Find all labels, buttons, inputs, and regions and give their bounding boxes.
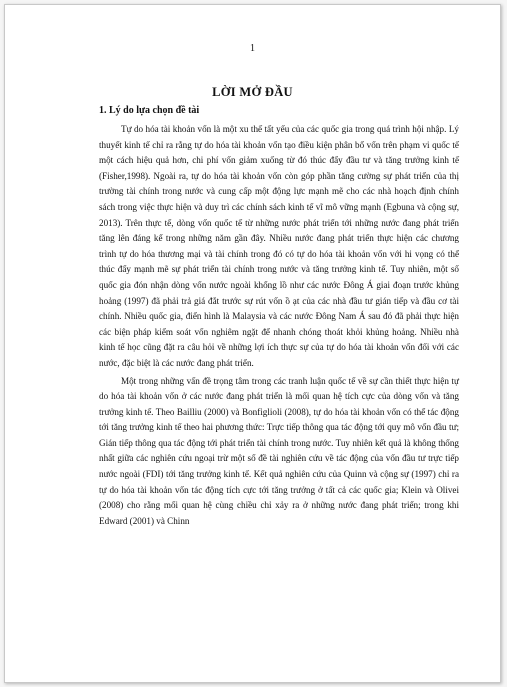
section-heading: 1. Lý do lựa chọn đề tài (99, 105, 200, 116)
page-number: 1 (250, 43, 255, 54)
page-title: LỜI MỞ ĐẦU (212, 85, 293, 99)
paragraph: Tự do hóa tài khoản vốn là một xu thế tất yếu của các quốc gia trong quá trình hội nhập. Lý thuyết kinh tế chỉ ra rằng tự do hóa tài khoản vốn tạo điều kiện phân bổ vốn trên phạm vi quốc tế một cách hiệu quả hơn, chi phí vốn giảm xuống từ đó thúc đẩy đầu tư và tăng trưởng kinh tế (Fisher,1998). Ngoài ra, tự do hóa tài khoản vốn còn góp phần tăng cường sự phát triển của thị trường tài chính trong nước và cung cấp một động lực mạnh mẽ cho các nhà hoạch định chính sách trong việc thực hiện và duy trì các chính sách kinh tế vĩ mô vững mạnh (Egbuna và cộng sự, 2013). Trên thực tế, dòng vốn quốc tế từ những nước phát triển tới những nước đang phát triển tăng lên đáng kể trong những năm gần đây. Nhiều nước đang phát triển thực hiện các chương trình tự do hóa thương mại và tài chính trong đó có tự do hóa tài khoản vốn với hi vọng có thể thúc đẩy mạnh mẽ sự phát triển tài chính trong nước và tăng trưởng kinh tế. Tuy nhiên, một số quốc gia đón nhận dòng vốn nước ngoài khổng lồ như các nước Đông Á giai đoạn trước khủng hoảng (1997) đã phải trả giá đắt trước sự rút vốn ồ ạt của các nhà đầu tư gián tiếp và đầu cơ tài chính. Nhiều quốc gia, điển hình là Malaysia và các nước Đông Nam Á sau đó đã phải thực hiện các biện pháp kiểm soát vốn nghiêm ngặt để nhanh chóng thoát khỏi khủng hoảng. Nhiều nhà kinh tế học cũng đặt ra câu hỏi về những lợi ích thực sự của tự do hóa tài khoản vốn đối với các nước, đặc biệt là các nước đang phát triển. (99, 124, 459, 368)
paragraph: Một trong những vấn đề trọng tâm trong các tranh luận quốc tế về sự cần thiết thực hiện tự do hóa tài khoản vốn ở các nước đang phát triển là mối quan hệ tích cực của dòng vốn và tăng trưởng kinh tế. Theo Bailliu (2000) và Bonfiglioli (2008), tự do hóa tài khoản vốn có thể tác động tới tăng trưởng kinh tế theo hai phương thức: Trực tiếp thông qua tác động tới quy mô vốn đầu tư; Gián tiếp thông qua tác động tới phát triển tài chính trong nước. Tuy nhiên kết quả là không thống nhất giữa các nghiên cứu ngoại trừ một số đề tài nghiên cứu về tác động của vốn đầu tư trực tiếp nước ngoài (FDI) tới tăng trưởng kinh tế. Kết quả nghiên cứu của Quinn và cộng sự (1997) chỉ ra tự do hóa tài khoản vốn tác động tích cực tới tăng trưởng ở tất cả các quốc gia; Klein và Olivei (2008) cho rằng mối quan hệ cùng chiều chỉ xảy ra ở những nước đang phát triển; trong khi Edward (2001) và Chinn (99, 375, 459, 526)
body-text (99, 122, 459, 531)
document-page (4, 4, 501, 683)
